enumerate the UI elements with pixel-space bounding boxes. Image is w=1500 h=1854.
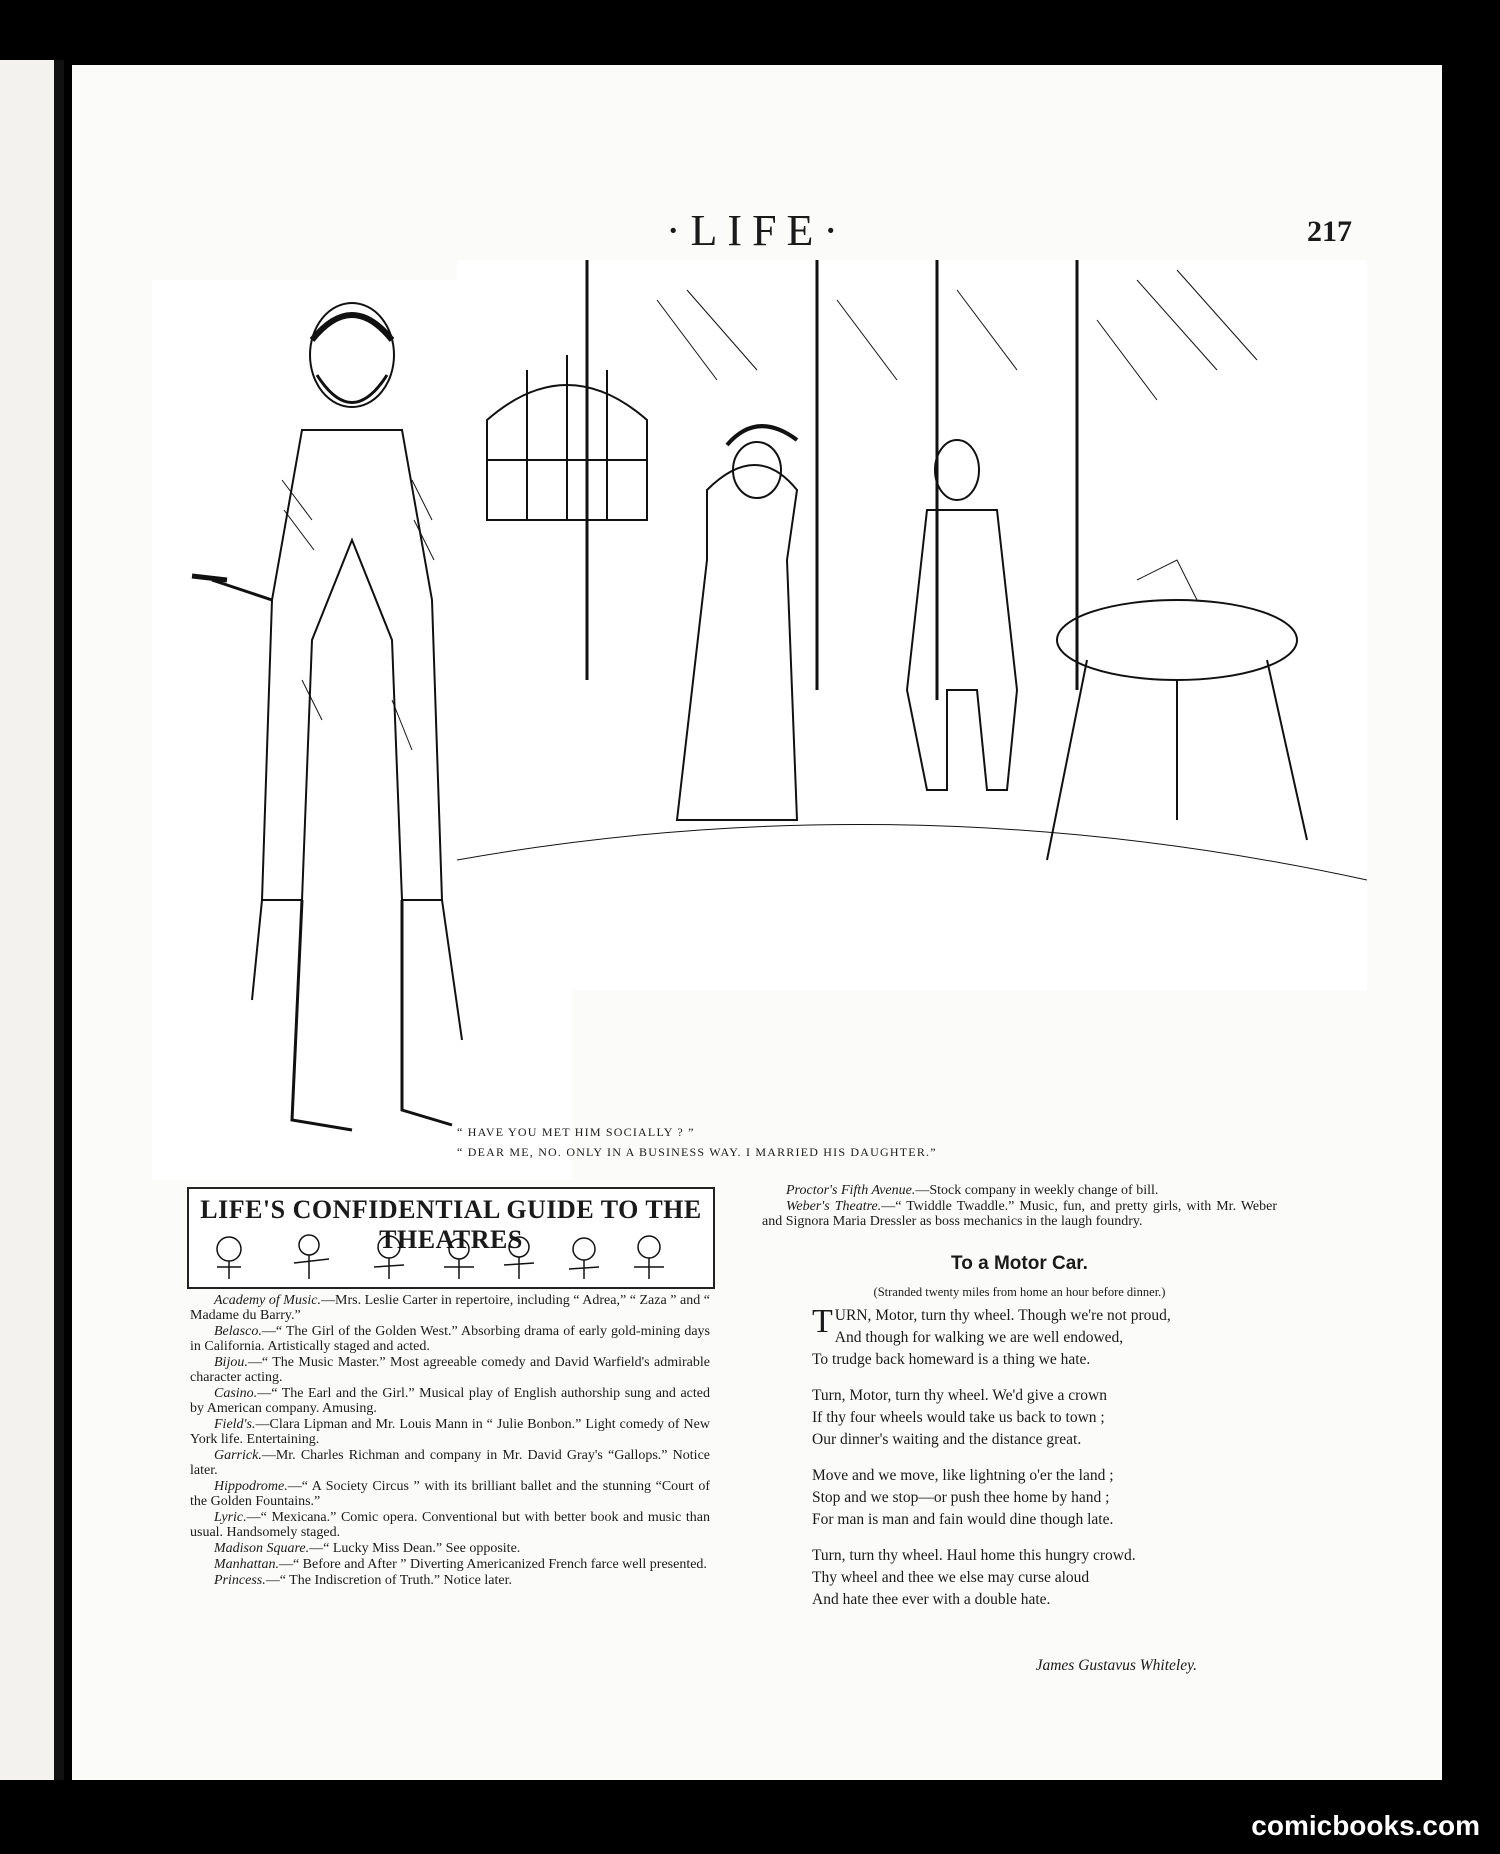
guide-entry bbox=[190, 1324, 710, 1354]
binding-spine bbox=[54, 60, 64, 1780]
drop-cap: T bbox=[812, 1303, 833, 1340]
theatre-description: —“ The Girl of the Golden West.” Absorbing drama of early gold-mining days in California. Artistically staged and acted. bbox=[190, 1324, 710, 1354]
theatre-description: —“ The Earl and the Girl.” Musical play of English authorship sung and acted by American company. Amusing. bbox=[190, 1386, 710, 1416]
magazine-page bbox=[72, 65, 1442, 1780]
guide-entry bbox=[190, 1417, 710, 1447]
theatre-description: —“ A Society Circus ” with its brilliant ballet and the stunning “Court of the Golden Fountains.” bbox=[190, 1479, 710, 1509]
theatre-name: Bijou. bbox=[214, 1355, 248, 1370]
theatre-description: —“ Mexicana.” Comic opera. Conventional but with better book and music than usual. Handsomely staged. bbox=[190, 1510, 710, 1540]
poem-stanza bbox=[812, 1545, 1282, 1611]
site-watermark: comicbooks.com bbox=[1251, 1810, 1480, 1841]
theatre-name: Hippodrome. bbox=[214, 1479, 288, 1494]
poem-stanza bbox=[812, 1305, 1282, 1371]
banner-figures bbox=[189, 1227, 713, 1285]
illustration-garden-scene bbox=[457, 260, 1367, 990]
guide-entry bbox=[190, 1510, 710, 1540]
poem-line: And hate thee ever with a double hate. bbox=[812, 1591, 1051, 1608]
cartoon-caption bbox=[457, 1122, 1157, 1162]
theatre-name: Belasco. bbox=[214, 1324, 262, 1339]
poem-body bbox=[812, 1305, 1282, 1625]
theatre-description: —“ The Music Master.” Most agreeable comedy and David Warfield's admirable character acting. bbox=[190, 1355, 710, 1385]
theatre-description: —“ Lucky Miss Dean.” See opposite. bbox=[309, 1541, 521, 1556]
caption-line-1: “ HAVE YOU MET HIM SOCIALLY ? ” bbox=[457, 1125, 695, 1139]
guide-entry bbox=[190, 1573, 710, 1588]
poem-line: Thy wheel and thee we else may curse aloud bbox=[812, 1569, 1090, 1586]
theatre-guide-banner bbox=[187, 1187, 715, 1289]
theatre-name: Manhattan. bbox=[214, 1557, 279, 1572]
guide-entry bbox=[190, 1386, 710, 1416]
theatre-name: Lyric. bbox=[214, 1510, 247, 1525]
guide-entry bbox=[190, 1448, 710, 1478]
poem-stanza bbox=[812, 1385, 1282, 1451]
theatre-description: —Mr. Charles Richman and company in Mr. David Gray's “Gallops.” Notice later. bbox=[190, 1448, 710, 1478]
theatre-description: —“ The Indiscretion of Truth.” Notice later. bbox=[265, 1573, 512, 1588]
poem-line: Move and we move, like lightning o'er the land ; bbox=[812, 1467, 1114, 1484]
poem-author: James Gustavus Whiteley. bbox=[1035, 1657, 1197, 1674]
poem-subtitle: (Stranded twenty miles from home an hour before dinner.) bbox=[873, 1285, 1166, 1299]
theatre-name: Princess. bbox=[214, 1573, 266, 1588]
poem-line: For man is man and fain would dine though late. bbox=[812, 1511, 1114, 1528]
poem-line: Turn, turn thy wheel. Haul home this hungry crowd. bbox=[812, 1547, 1136, 1564]
guide-entry bbox=[190, 1479, 710, 1509]
poem-line: Stop and we stop—or push thee home by hand ; bbox=[812, 1489, 1110, 1506]
banner-title: LIFE'S CONFIDENTIAL GUIDE TO THE THEATRES bbox=[200, 1195, 702, 1254]
guide-entry bbox=[190, 1557, 710, 1572]
theatre-description: —Clara Lipman and Mr. Louis Mann in “ Julie Bonbon.” Light comedy of New York life. Entertaining. bbox=[190, 1417, 710, 1447]
theatre-name: Casino. bbox=[214, 1386, 258, 1401]
page-number: 217 bbox=[1307, 215, 1352, 248]
theatre-name: Garrick. bbox=[214, 1448, 262, 1463]
theatre-name: Madison Square. bbox=[214, 1541, 310, 1556]
poem-line: If thy four wheels would take us back to town ; bbox=[812, 1409, 1105, 1426]
page-header bbox=[72, 205, 1442, 265]
previous-page-edge bbox=[0, 60, 54, 1780]
poem-line: Our dinner's waiting and the distance great. bbox=[812, 1431, 1082, 1448]
theatre-description: —Stock company in weekly change of bill. bbox=[915, 1183, 1159, 1198]
guide-entry bbox=[762, 1183, 1277, 1198]
theatre-name: Proctor's Fifth Avenue. bbox=[786, 1183, 916, 1198]
guide-entry bbox=[762, 1199, 1277, 1229]
theatre-name: Field's. bbox=[214, 1417, 256, 1432]
theatre-description: —Mrs. Leslie Carter in repertoire, including “ Adrea,” “ Zaza ” and “ Madame du Barry.” bbox=[190, 1293, 710, 1323]
theatre-description: —“ Twiddle Twaddle.” Music, fun, and pretty girls, with Mr. Weber and Signora Maria Dressler as boss mechanics in the laugh foundry. bbox=[762, 1199, 1278, 1229]
theatre-name: Academy of Music. bbox=[214, 1293, 322, 1308]
guide-entry bbox=[190, 1293, 710, 1323]
masthead: ·LIFE· bbox=[665, 206, 849, 255]
poem-line: To trudge back homeward is a thing we hate. bbox=[812, 1351, 1091, 1368]
guide-entry bbox=[190, 1355, 710, 1385]
poem-line: URN, Motor, turn thy wheel. Though we're not proud, bbox=[834, 1307, 1171, 1324]
poem-line: Turn, Motor, turn thy wheel. We'd give a crown bbox=[812, 1387, 1107, 1404]
theatre-name: Weber's Theatre. bbox=[786, 1199, 882, 1214]
theatre-guide-continued bbox=[762, 1183, 1277, 1230]
theatre-description: —“ Before and After ” Diverting Americanized French farce well presented. bbox=[278, 1557, 707, 1572]
poem-stanza bbox=[812, 1465, 1282, 1531]
theatre-guide-list bbox=[190, 1293, 710, 1589]
poem-line: And though for walking we are well endowed, bbox=[834, 1329, 1124, 1346]
guide-entry bbox=[190, 1541, 710, 1556]
poem-title: To a Motor Car. bbox=[951, 1253, 1088, 1274]
caption-line-2: “ DEAR ME, NO. ONLY IN A BUSINESS WAY. I MARRIED HIS DAUGHTER.” bbox=[457, 1145, 937, 1159]
